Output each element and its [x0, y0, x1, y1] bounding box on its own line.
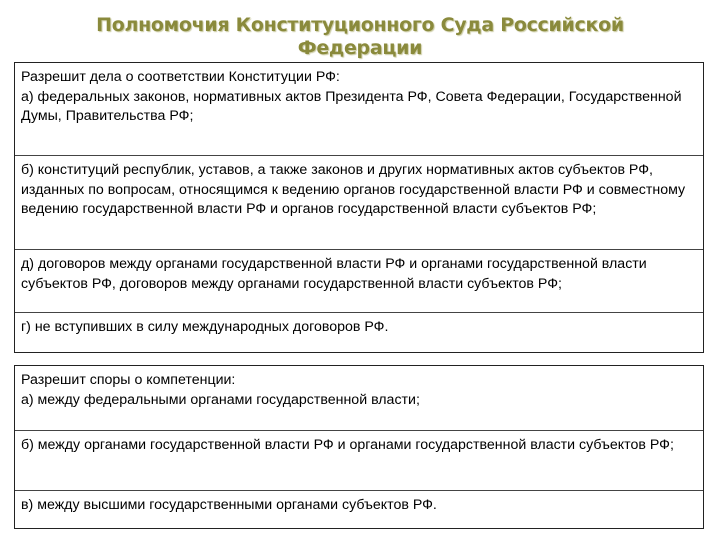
page-title-line-2: Федерации: [297, 37, 423, 59]
page-title-line-1: Полномочия Конституционного Суда Российской: [96, 14, 624, 36]
item-text: б) конституций республик, уставов, а также законов и других нормативных актов субъектов РФ, изданных по вопросам, относящимся к ведению органов государственной власти РФ и совместному ведению государственной власти РФ и органов государственной власти субъектов РФ;: [21, 162, 686, 217]
box-heading: Разрешит дела о соответствии Конституции РФ:: [21, 69, 340, 85]
page-title: [60, 14, 660, 60]
constitutional-compliance-box: [14, 62, 704, 353]
list-item: [15, 313, 703, 351]
list-item: [15, 250, 703, 313]
list-item: [15, 431, 703, 491]
item-text: в) между высшими государственными органами субъектов РФ.: [21, 497, 437, 513]
item-text: г) не вступивших в силу международных договоров РФ.: [21, 319, 389, 335]
box-heading: Разрешит споры о компетенции:: [21, 372, 236, 388]
item-text: б) между органами государственной власти РФ и органами государственной власти субъектов РФ;: [21, 437, 674, 453]
item-text: а) между федеральными органами государственной власти;: [21, 391, 420, 408]
competence-disputes-box: [14, 365, 704, 529]
list-item: [15, 491, 703, 527]
list-item: [15, 366, 703, 431]
list-item: [15, 156, 703, 250]
item-text: д) договоров между органами государственной власти РФ и органами государственной власти субъектов РФ, договоров между органами государственной власти субъектов РФ;: [21, 256, 647, 292]
item-text: а) федеральных законов, нормативных актов Президента РФ, Совета Федерации, Государственной Думы, Правительства РФ;: [21, 88, 682, 124]
list-item: [15, 63, 703, 156]
